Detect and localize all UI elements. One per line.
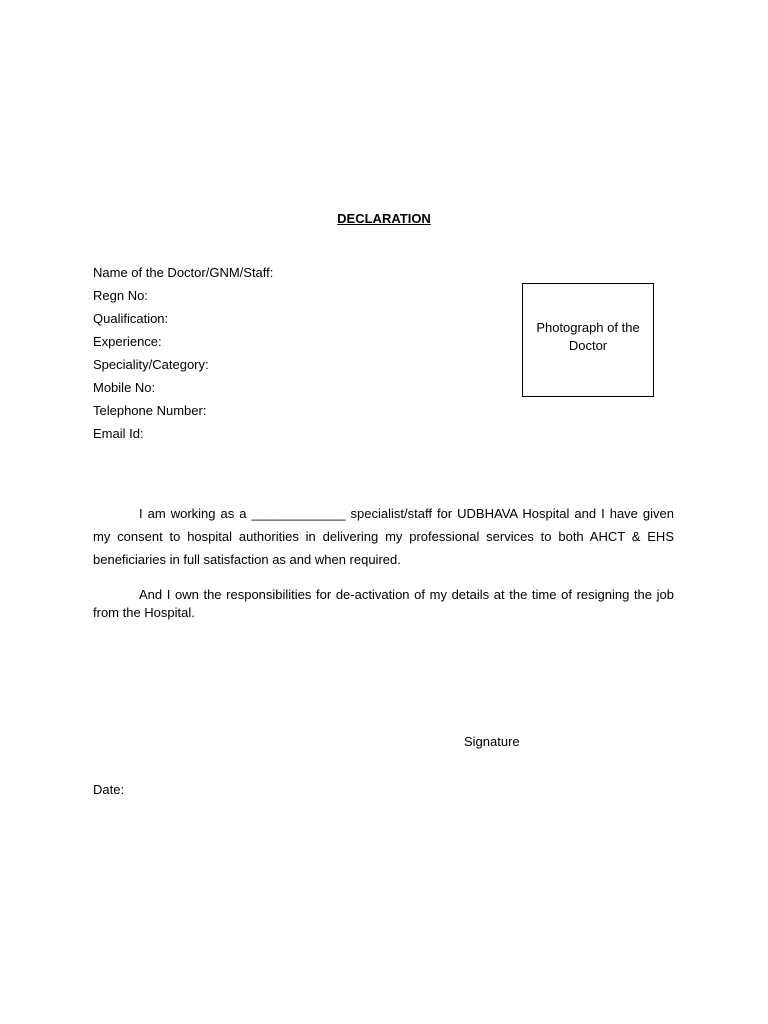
field-telephone-label: Telephone Number: bbox=[93, 403, 207, 418]
field-regn-no-label: Regn No: bbox=[93, 288, 148, 303]
photograph-box bbox=[522, 283, 654, 397]
field-name-label: Name of the Doctor/GNM/Staff: bbox=[93, 265, 274, 280]
doctor-details-list bbox=[93, 264, 273, 448]
field-speciality-label: Speciality/Category: bbox=[93, 357, 209, 372]
photograph-box-label: Photograph of the Doctor bbox=[536, 320, 640, 353]
field-mobile-label: Mobile No: bbox=[93, 380, 156, 395]
consent-paragraph-text: I am working as a _____________ specialist/staff for UDBHAVA Hospital and I have given my consent to hospital authorities in delivering my professional services to both AHCT & EHS beneficiaries in full satisfaction as and when required. bbox=[93, 506, 674, 567]
field-experience-label: Experience: bbox=[93, 334, 162, 349]
responsibility-paragraph bbox=[93, 586, 674, 622]
responsibility-paragraph-text: And I own the responsibilities for de-activation of my details at the time of resigning the job from the Hospital. bbox=[93, 587, 674, 620]
field-qualification-label: Qualification: bbox=[93, 311, 169, 326]
field-email-label: Email Id: bbox=[93, 426, 144, 441]
signature-label: Signature bbox=[464, 734, 520, 749]
page-title: DECLARATION bbox=[337, 211, 431, 226]
date-label: Date: bbox=[93, 782, 125, 797]
consent-paragraph bbox=[93, 502, 674, 571]
